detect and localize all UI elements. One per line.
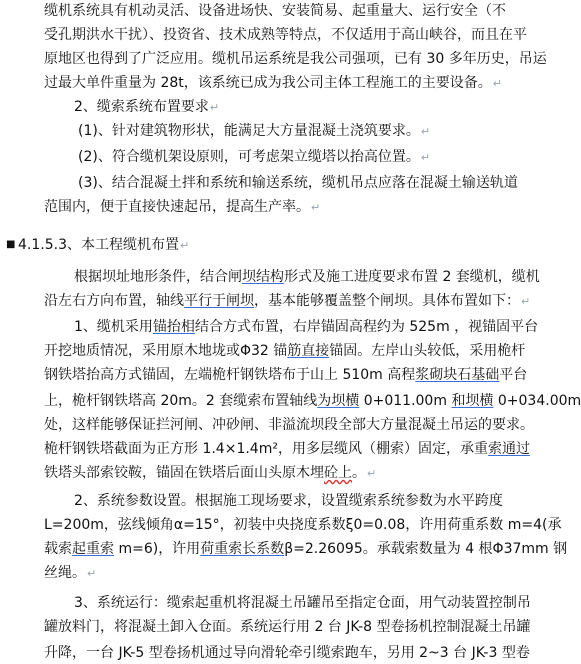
text-run: 2、系统参数设置。根据施工现场要求，设置缆索系统参数为水平跨度 [74, 493, 503, 509]
text-run: 结合方式布置，右岸锚固高程约为 525m ，视锚固平台 [194, 319, 539, 335]
text-line [44, 540, 567, 558]
text-line [44, 198, 320, 216]
text-run: 锚固。左岸山头较低，采用桅杆 [329, 343, 526, 359]
text-run: 3、系统运行：缆索起重机将混凝土吊罐吊至指定仓面，用气动装置控制吊 [74, 595, 531, 611]
marked-text: 为坝横 [317, 393, 360, 409]
text-run: 沿左右方向布置，轴线 [44, 293, 184, 309]
text-line [44, 564, 96, 582]
paragraph-mark-icon: ↵ [492, 77, 502, 90]
text-run: ，基本能够覆盖整个闸坝。具体布置如下： [254, 293, 520, 309]
text-run: 铁塔头部索铰鞍，锚固在铁塔后面山头原木埋 [44, 465, 324, 481]
text-run: 0+011.00m [359, 393, 452, 409]
text-run: 上，桅杆钢铁塔高 20m。2 套缆索布置轴线 [44, 393, 318, 409]
text-line [44, 416, 534, 434]
paragraph-mark-icon: ↵ [179, 239, 190, 252]
text-run: 范围内，便于直接快速起吊，提高生产率。 [44, 199, 310, 215]
text-run: 原地区也得到了广泛应用。缆机吊运系统是我公司强项，已有 30 多年历史，吊运 [44, 51, 547, 67]
text-run: (2)、符合缆机架设原则，可考虑架立缆塔以抬高位置。 [78, 149, 420, 165]
text-run: L=200m，弦线倾角α=15°，初装中央挠度系数ξ0=0.08，许用荷重系数 m=4(承 [44, 517, 562, 533]
text-line [44, 50, 547, 68]
marked-text: 坝结构 [242, 269, 284, 285]
text-run: β=2.26095。承载索数量为 4 根Φ37mm 钢 [284, 541, 568, 557]
text-run: 。 [352, 465, 366, 481]
marked-text: 浆砌块石基础 [415, 367, 500, 383]
paragraph-mark-icon: ↵ [521, 295, 531, 308]
text-line [78, 122, 430, 140]
marked-text: 和坝横 [451, 393, 494, 409]
text-run: 0+034.00m [493, 393, 581, 409]
marked-text: 荷重索长系数 [200, 541, 285, 557]
text-line [44, 440, 530, 458]
text-run: 缆机系统具有机动灵活、设备进场快、安装简易、起重量大、运行安全（不 [44, 3, 506, 19]
text-run: 形式及施工进度要求布置 2 套缆机，缆机 [284, 269, 540, 285]
text-line [44, 618, 531, 636]
text-line [44, 464, 376, 482]
text-run: 载索 [44, 541, 72, 557]
text-run: 4.1.5.3、本工程缆机布置 [18, 237, 179, 253]
text-line [78, 148, 430, 166]
text-run: 处，这样能够保证拦河闸、冲砂闸、非溢流坝段全部大方量混凝土吊运的要求。 [44, 417, 534, 433]
text-line [44, 74, 502, 92]
text-run: 过最大单件重量为 28t，该系统已成为我公司主体工程施工的主要设备。 [44, 75, 492, 91]
text-run: 受孔期洪水干扰）、投资省、技术成熟等特点，不仅适用于高山峡谷，而且在平 [44, 27, 527, 43]
text-run: m=6)，许用 [114, 541, 201, 557]
text-line [44, 342, 525, 360]
paragraph-mark-icon: ↵ [311, 201, 321, 214]
text-run: 桅杆钢铁塔截面为正方形 1.4×1.4m²，用多层缆风（棚索）固定，承重 [44, 441, 488, 457]
text-run: (1)、针对建筑物形状，能满足大方量混凝土浇筑要求。 [78, 123, 420, 139]
text-line [44, 644, 530, 662]
list-bullet: ■ [6, 239, 16, 250]
text-run: 2、缆索系统布置要求 [74, 99, 209, 115]
text-run: 平台 [499, 367, 528, 383]
text-run: 1、缆机采用 [74, 319, 153, 335]
text-run: 钢铁塔抬高方式锚固，左端桅杆钢铁塔布于山上 510m 高程 [44, 367, 416, 383]
text-line [44, 292, 530, 310]
marked-text: 锚抬相 [152, 319, 195, 335]
marked-text: 砼上 [324, 465, 352, 481]
text-line [74, 594, 531, 612]
text-line [44, 26, 527, 44]
paragraph-mark-icon: ↵ [420, 125, 431, 138]
text-line [78, 174, 518, 192]
text-line [74, 492, 503, 510]
marked-text: 筋直接 [287, 343, 330, 359]
paragraph-mark-icon: ↵ [87, 567, 97, 580]
text-line [74, 268, 540, 286]
text-line [44, 2, 506, 20]
paragraph-mark-icon: ↵ [209, 101, 220, 114]
text-line [44, 392, 581, 410]
paragraph-mark-icon: ↵ [420, 151, 431, 164]
marked-text: 平行于闸坝 [184, 293, 254, 309]
marked-text: 起重索 [72, 541, 114, 557]
paragraph-mark-icon: ↵ [367, 467, 377, 480]
text-line [44, 366, 527, 384]
text-run: 开挖地质情况，采用原木地垅或Φ32 锚 [44, 343, 288, 359]
text-line [74, 98, 219, 116]
text-run: 升降，一台 JK-5 型卷扬机通过导向滑轮牵引缆索跑车，另用 2~3 台 JK-3 型卷 [44, 645, 530, 661]
text-run: 丝绳。 [44, 565, 86, 581]
text-run: (3)、结合混凝土拌和系统和输送系统，缆机吊点应落在混凝土输送轨道 [78, 175, 518, 191]
text-line [44, 516, 561, 534]
text-run: 罐放料门，将混凝土卸入仓面。系统运行用 2 台 JK-8 型卷扬机控制混凝土吊罐 [44, 619, 531, 635]
section-heading [18, 236, 189, 254]
text-run: 根据坝址地形条件，结合闸 [74, 269, 242, 285]
marked-text: 索通过 [487, 441, 530, 457]
text-line [74, 318, 538, 336]
